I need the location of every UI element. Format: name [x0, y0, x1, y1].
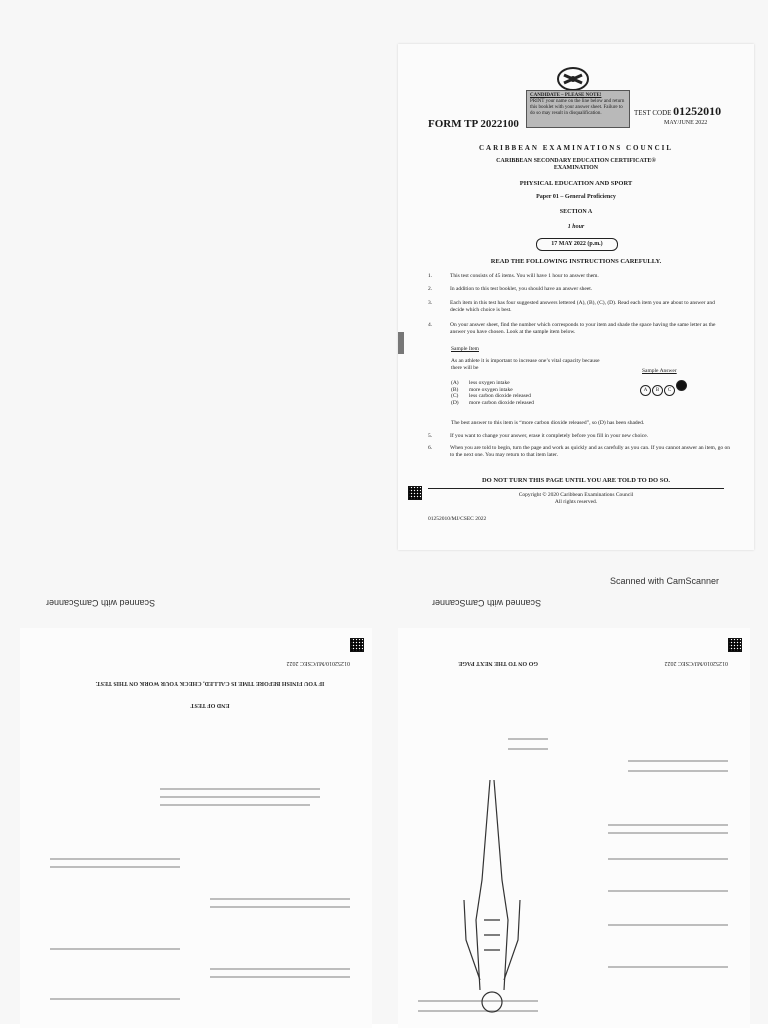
text-line	[210, 968, 350, 970]
instructions-heading: READ THE FOLLOWING INSTRUCTIONS CAREFULLY.	[490, 258, 662, 265]
human-muscle-figure-icon	[462, 770, 522, 1020]
text-line	[608, 858, 728, 860]
instruction-text: If you want to change your answer, erase it completely before you fill in your new choice.	[450, 433, 649, 439]
section-title: SECTION A	[559, 209, 593, 215]
sample-answer-bubbles	[640, 378, 688, 396]
cxc-logo-icon	[555, 66, 591, 92]
copyright-line-1: Copyright © 2020 Caribbean Examinations Council	[518, 492, 634, 498]
text-line	[508, 748, 548, 750]
best-answer-note: The best answer to this item is “more carbon dioxide released”, so (D) has been shaded.	[451, 420, 645, 426]
instruction-number: 2.	[428, 286, 433, 292]
answer-bubble-a: A	[640, 385, 651, 396]
form-title: FORM TP 2022100	[428, 118, 519, 130]
sample-answer-label: Sample Answer	[642, 368, 677, 374]
qr-code-icon	[350, 638, 364, 652]
sample-options	[451, 380, 534, 406]
duration: 1 hour	[567, 224, 585, 230]
end-of-test-flipped: END OF TEST	[190, 702, 230, 708]
back-page-right	[398, 628, 750, 1028]
cover-page	[398, 44, 754, 550]
sample-heading: Sample Item	[451, 346, 479, 352]
page-tab-marker	[398, 332, 404, 354]
instruction-text: This test consists of 45 items. You will have 1 hour to answer them.	[450, 273, 599, 279]
instruction-text: When you are told to begin, turn the page and work as quickly and as carefully as you can. If you cannot answer an item, go on to the next one. You may return to that item later.	[450, 445, 730, 458]
text-line	[50, 948, 180, 950]
text-line	[210, 898, 350, 900]
candidate-notice	[526, 90, 630, 128]
check-work-note-flipped: IF YOU FINISH BEFORE TIME IS CALLED, CHECK YOUR WORK ON THIS TEST.	[95, 680, 325, 686]
option-letter: (C)	[451, 393, 459, 399]
option-letter: (B)	[451, 386, 459, 393]
do-not-turn-warning: DO NOT TURN THIS PAGE UNTIL YOU ARE TOLD TO DO SO.	[481, 477, 671, 484]
test-code-value: 01252010	[673, 104, 722, 118]
option-text: less carbon dioxide released	[469, 393, 531, 399]
scanner-watermark-flipped: Scanned with CamScanner	[432, 598, 542, 608]
sample-stem: As an athlete it is important to increase one’s vital capacity because there will be	[451, 358, 600, 371]
text-line	[50, 858, 180, 860]
test-code	[634, 104, 721, 119]
footer-code-flipped: 01252010/MJ/CSEC 2022	[664, 660, 728, 666]
qr-code-icon	[408, 486, 422, 500]
council-name: CARIBBEAN EXAMINATIONS COUNCIL	[478, 144, 674, 152]
instruction-number: 4.	[428, 322, 433, 328]
text-line	[608, 966, 728, 968]
test-code-label: TEST CODE	[634, 109, 672, 117]
paper-title: Paper 01 – General Proficiency	[536, 194, 616, 200]
instruction-text: On your answer sheet, find the number which corresponds to your item and shade the space having the same letter as the answer you have chosen. Look at the sample item below.	[450, 322, 716, 335]
instruction-text: Each item in this test has four suggested answers lettered (A), (B), (C), (D). Read each item you are about to answer and decide which choice is best.	[450, 300, 715, 313]
text-line	[50, 998, 180, 1000]
instruction-number: 1.	[428, 273, 433, 279]
copyright-line-2: All rights reserved.	[554, 499, 598, 505]
instruction-number: 3.	[428, 300, 433, 306]
qr-code-icon	[728, 638, 742, 652]
divider	[428, 488, 724, 489]
text-line	[608, 832, 728, 834]
option-letter: (D)	[451, 399, 459, 406]
text-line	[628, 770, 728, 772]
option-letter: (A)	[451, 380, 459, 386]
go-on-flipped: GO ON TO THE NEXT PAGE	[458, 660, 538, 666]
answer-bubble-c: C	[664, 385, 675, 396]
exam-date: 17 MAY 2022 (p.m.)	[536, 238, 618, 251]
scanner-watermark-flipped: Scanned with CamScanner	[46, 598, 156, 608]
back-page-left	[20, 628, 372, 1028]
option-text: more oxygen intake	[469, 386, 513, 393]
exam-name	[398, 158, 754, 172]
text-line	[160, 788, 320, 790]
scanner-watermark: Scanned with CamScanner	[610, 576, 720, 586]
answer-bubble-b: B	[652, 385, 663, 396]
sample-option	[451, 400, 534, 407]
text-line	[608, 924, 728, 926]
footer-code-flipped: 01252010/MJ/CSEC 2022	[286, 660, 350, 666]
instruction-text: In addition to this test booklet, you should have an answer sheet.	[450, 286, 593, 292]
copyright	[398, 492, 754, 506]
text-line	[210, 906, 350, 908]
notice-text: PRINT your name on the line below and return this booklet with your answer sheet. Failure to do so may result in disqualification.	[530, 99, 625, 116]
text-line	[210, 976, 350, 978]
text-line	[160, 796, 320, 798]
option-text: more carbon dioxide released	[469, 399, 534, 406]
text-line	[50, 866, 180, 868]
text-line	[508, 738, 548, 740]
exam-line-2: EXAMINATION	[553, 165, 599, 171]
instruction-number: 5.	[428, 433, 433, 439]
instruction-number: 6.	[428, 445, 433, 451]
answer-bubble-d-shaded	[676, 380, 687, 391]
notice-title: CANDIDATE – PLEASE NOTE!	[530, 93, 602, 98]
subject-title: PHYSICAL EDUCATION AND SPORT	[519, 180, 633, 187]
option-text: less oxygen intake	[469, 380, 510, 386]
exam-line-1: CARIBBEAN SECONDARY EDUCATION CERTIFICATE®	[496, 158, 656, 164]
footer-code: 01252010/MJ/CSEC 2022	[428, 516, 487, 522]
exam-session: MAY/JUNE 2022	[664, 120, 708, 126]
text-line	[628, 760, 728, 762]
text-line	[608, 890, 728, 892]
text-line	[608, 824, 728, 826]
text-line	[160, 804, 310, 806]
